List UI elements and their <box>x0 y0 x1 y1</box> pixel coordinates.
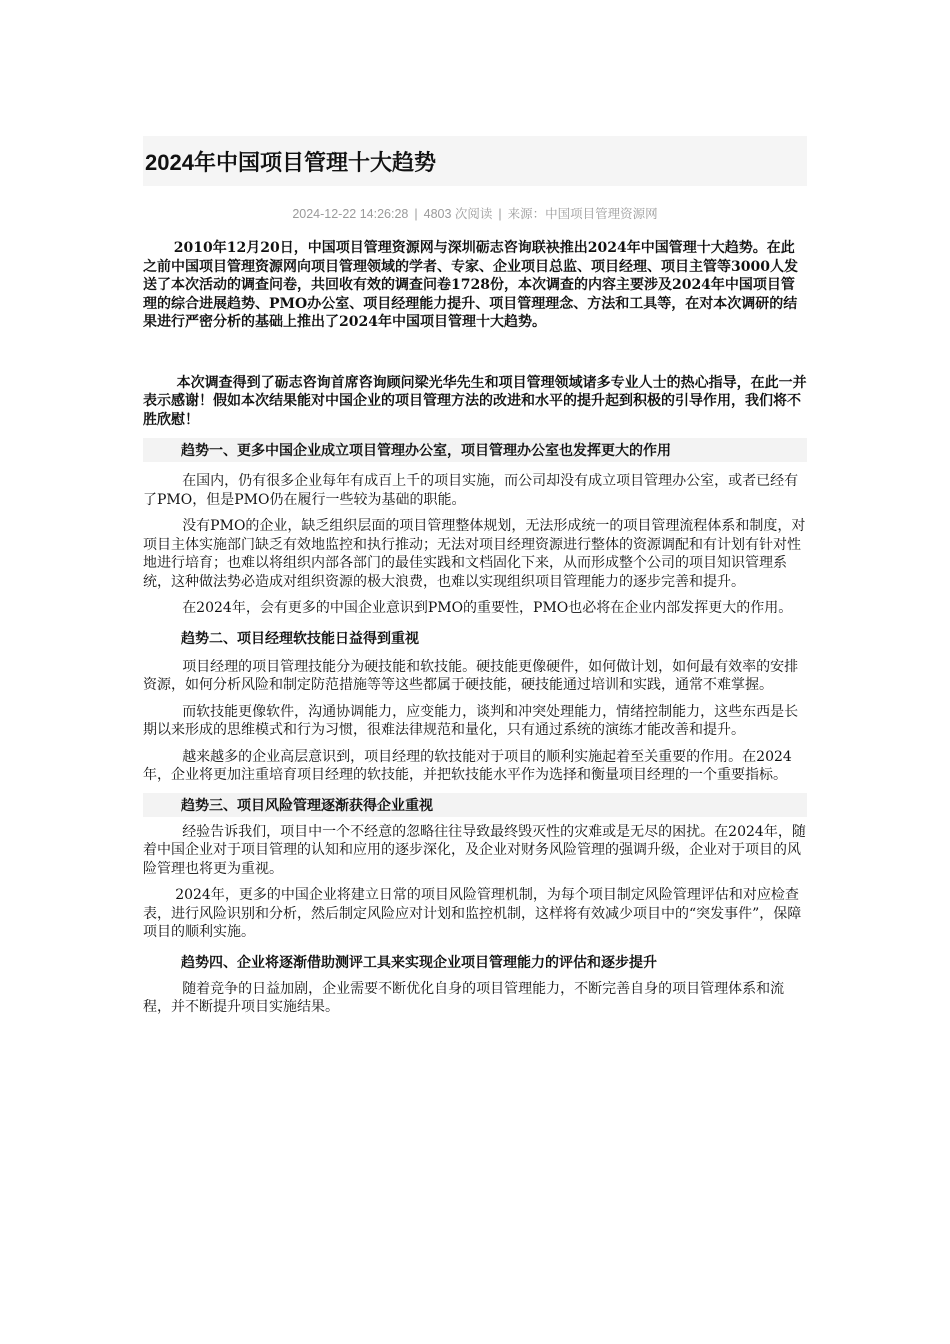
page-title: 2024年中国项目管理十大趋势 <box>145 149 436 175</box>
publish-datetime: 2024-12-22 14:26:28 <box>292 207 409 221</box>
trend3-paragraph-1: 经验告诉我们，项目中一个不经意的忽略往往导致最终毁灭性的灾难或是无尽的困扰。在2024年，随着中国企业对于项目管理的认知和应用的逐步深化，及企业对财务风险管理的强调升级，企业对于项目的风险管理也将更为重视。 <box>143 823 806 877</box>
thanks-paragraph: 本次调查得到了砺志咨询首席咨询顾问梁光华先生和项目管理领域诸多专业人士的热心指导，在此一并表示感谢！假如本次结果能对中国企业的项目管理方法的改进和水平的提升起到积极的引导作用，我们将不胜欣慰！ <box>143 374 807 428</box>
trend1-paragraph-1: 在国内，仍有很多企业每年有成百上千的项目实施，而公司却没有成立项目管理办公室，或者已经有了PMO，但是PMO仍在履行一些较为基础的职能。 <box>143 473 799 508</box>
meta-separator: | <box>498 207 502 221</box>
source-label: 来源：中国项目管理资源网 <box>507 207 658 221</box>
trend2-heading: 趋势二、项目经理软技能日益得到重视 <box>181 630 419 647</box>
trend2-paragraph-1: 项目经理的项目管理技能分为硬技能和软技能。硬技能更像硬件，如何做计划，如何最有效率的安排资源，如何分析风险和制定防范措施等等这些都属于硬技能，硬技能通过培训和实践，通常不难掌握。 <box>143 658 799 693</box>
trend3-paragraph-2: 2024年，更多的中国企业将建立日常的项目风险管理机制，为每个项目制定风险管理评估和对应检查表，进行风险识别和分析，然后制定风险应对计划和监控机制，这样将有效减少项目中的“突发事件”，保障项目的顺利实施。 <box>143 887 802 940</box>
trend2-paragraph-2: 而软技能更像软件，沟通协调能力，应变能力，谈判和冲突处理能力，情绪控制能力，这些东西是长期以来形成的思维模式和行为习惯，很难法律规范和量化，只有通过系统的演练才能改善和提升。 <box>143 703 799 738</box>
trend2-paragraph-3: 越来越多的企业高层意识到，项目经理的软技能对于项目的顺利实施起着至关重要的作用。在2024年，企业将更加注重培育项目经理的软技能，并把软技能水平作为选择和衡量项目经理的一个重要指标。 <box>143 748 792 783</box>
trend3-heading: 趋势三、项目风险管理逐渐获得企业重视 <box>143 793 807 817</box>
trend1-heading: 趋势一、更多中国企业成立项目管理办公室，项目管理办公室也发挥更大的作用 <box>143 438 807 462</box>
trend4-paragraph-1: 随着竞争的日益加剧，企业需要不断优化自身的项目管理能力，不断完善自身的项目管理体系和流程，并不断提升项目实施结果。 <box>143 980 785 1015</box>
article <box>143 136 807 1017</box>
article-meta <box>143 204 807 222</box>
trend1-paragraph-3: 在2024年，会有更多的中国企业意识到PMO的重要性，PMO也必将在企业内部发挥更大的作用。 <box>182 600 793 616</box>
read-count: 4803 次阅读 <box>423 207 493 221</box>
trend1-paragraph-2: 没有PMO的企业，缺乏组织层面的项目管理整体规划，无法形成统一的项目管理流程体系和制度，对项目主体实施部门缺乏有效地监控和执行推动；无法对项目经理资源进行整体的资源调配和有计划有针对性地进行培育；也难以将组织内部各部门的最佳实践和文档固化下来，从而形成整个公司的项目知识管理系统，这种做法势必造成对组织资源的极大浪费，也难以实现组织项目管理能力的逐步完善和提升。 <box>143 518 806 590</box>
trend4-heading: 趋势四、企业将逐渐借助测评工具来实现企业项目管理能力的评估和逐步提升 <box>181 954 657 971</box>
title-bar <box>143 136 807 186</box>
meta-separator: | <box>414 207 418 221</box>
intro-paragraph: 2010年12月20日，中国项目管理资源网与深圳砺志咨询联袂推出2024年中国管理十大趋势。在此之前中国项目管理资源网向项目管理领域的学者、专家、企业项目总监、项目经理、项目主管等3000人发送了本次活动的调查问卷，共回收有效的调查问卷1728份，本次调查的内容主要涉及2024年中国项目管理的综合进展趋势、PMO办公室、项目经理能力提升、项目管理理念、方法和工具等，在对本次调研的结果进行严密分析的基础上推出了2024年中国项目管理十大趋势。 <box>143 240 798 330</box>
